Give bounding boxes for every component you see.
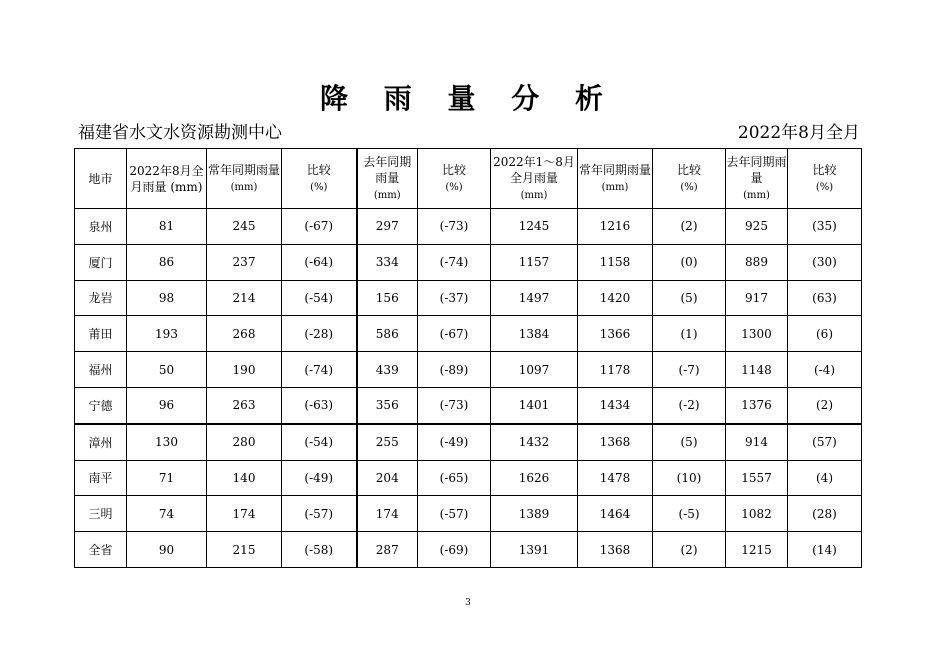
header-normal-cum: 常年同期雨量 (mm) [578,149,653,209]
cell-jan-aug-rain: 1245 [491,209,578,245]
cell-ratio-1: (-74) [282,352,357,388]
rainfall-table [74,148,862,568]
cell-ratio-3: (5) [653,280,726,316]
cell-city: 厦门 [75,244,127,280]
cell-last-year-cum: 1376 [726,387,788,423]
cell-ratio-3: (2) [653,209,726,245]
cell-ratio-1: (-58) [282,532,357,568]
report-period: 2022年8月全月 [737,123,860,143]
table-row [75,352,862,388]
cell-normal-cum: 1368 [578,424,653,460]
cell-aug-rain: 50 [127,352,207,388]
cell-normal-cum: 1434 [578,387,653,423]
cell-ratio-3: (-2) [653,387,726,423]
table-row [75,316,862,352]
table-row [75,460,862,496]
cell-jan-aug-rain: 1384 [491,316,578,352]
table-row [75,280,862,316]
cell-city: 三明 [75,496,127,532]
cell-normal-cum: 1178 [578,352,653,388]
cell-last-year-cum: 1082 [726,496,788,532]
cell-last-year-cum: 914 [726,424,788,460]
cell-ratio-4: (30) [788,244,862,280]
cell-ratio-3: (2) [653,532,726,568]
table-row [75,496,862,532]
organization-name: 福建省水文水资源勘测中心 [78,123,282,143]
header-last-year-same: 去年同期雨量 (mm) [357,149,418,209]
cell-last-year-cum: 1300 [726,316,788,352]
page-number: 3 [465,598,471,608]
table-row [75,424,862,460]
cell-last-year-same: 297 [357,209,418,245]
cell-ratio-4: (14) [788,532,862,568]
table-row [75,244,862,280]
header-ratio-2: 比较 (%) [418,149,491,209]
cell-last-year-same: 439 [357,352,418,388]
cell-ratio-4: (28) [788,496,862,532]
cell-ratio-2: (-37) [418,280,491,316]
cell-normal-cum: 1464 [578,496,653,532]
cell-aug-rain: 71 [127,460,207,496]
cell-last-year-cum: 925 [726,209,788,245]
cell-aug-rain: 96 [127,387,207,423]
cell-ratio-2: (-49) [418,424,491,460]
cell-last-year-cum: 1215 [726,532,788,568]
cell-normal-cum: 1158 [578,244,653,280]
header-ratio-4: 比较 (%) [788,149,862,209]
cell-ratio-3: (-5) [653,496,726,532]
cell-ratio-4: (4) [788,460,862,496]
cell-ratio-1: (-28) [282,316,357,352]
cell-jan-aug-rain: 1626 [491,460,578,496]
cell-last-year-same: 255 [357,424,418,460]
cell-ratio-2: (-73) [418,387,491,423]
cell-city: 龙岩 [75,280,127,316]
cell-normal-same: 174 [207,496,282,532]
cell-jan-aug-rain: 1391 [491,532,578,568]
cell-aug-rain: 130 [127,424,207,460]
cell-normal-cum: 1366 [578,316,653,352]
cell-ratio-2: (-69) [418,532,491,568]
cell-last-year-cum: 889 [726,244,788,280]
cell-ratio-1: (-54) [282,280,357,316]
cell-aug-rain: 193 [127,316,207,352]
cell-ratio-3: (10) [653,460,726,496]
header-ratio-3: 比较 (%) [653,149,726,209]
cell-ratio-2: (-74) [418,244,491,280]
cell-aug-rain: 74 [127,496,207,532]
cell-ratio-1: (-63) [282,387,357,423]
cell-ratio-4: (35) [788,209,862,245]
cell-normal-same: 190 [207,352,282,388]
cell-ratio-2: (-73) [418,209,491,245]
cell-normal-cum: 1368 [578,532,653,568]
cell-jan-aug-rain: 1157 [491,244,578,280]
cell-ratio-2: (-57) [418,496,491,532]
header-normal-same: 常年同期雨量 (mm) [207,149,282,209]
table-row [75,387,862,423]
cell-ratio-3: (5) [653,424,726,460]
cell-jan-aug-rain: 1497 [491,280,578,316]
cell-normal-same: 214 [207,280,282,316]
cell-normal-cum: 1478 [578,460,653,496]
header-aug-rain: 2022年8月全月雨量 (mm) [127,149,207,209]
cell-ratio-3: (1) [653,316,726,352]
cell-last-year-same: 586 [357,316,418,352]
cell-aug-rain: 86 [127,244,207,280]
cell-normal-cum: 1216 [578,209,653,245]
cell-aug-rain: 98 [127,280,207,316]
cell-jan-aug-rain: 1097 [491,352,578,388]
cell-aug-rain: 90 [127,532,207,568]
cell-last-year-same: 204 [357,460,418,496]
cell-normal-same: 280 [207,424,282,460]
cell-ratio-4: (63) [788,280,862,316]
page-title: 降 雨 量 分 析 [320,82,616,115]
cell-last-year-cum: 917 [726,280,788,316]
cell-ratio-2: (-65) [418,460,491,496]
table-row [75,532,862,568]
cell-ratio-4: (57) [788,424,862,460]
cell-ratio-1: (-67) [282,209,357,245]
cell-ratio-1: (-57) [282,496,357,532]
cell-normal-same: 215 [207,532,282,568]
cell-last-year-same: 174 [357,496,418,532]
cell-ratio-2: (-67) [418,316,491,352]
cell-normal-same: 237 [207,244,282,280]
cell-city: 泉州 [75,209,127,245]
header-jan-aug-rain: 2022年1～8月全月雨量 (mm) [491,149,578,209]
cell-ratio-1: (-54) [282,424,357,460]
cell-normal-same: 140 [207,460,282,496]
cell-last-year-same: 287 [357,532,418,568]
cell-normal-cum: 1420 [578,280,653,316]
cell-last-year-same: 156 [357,280,418,316]
cell-ratio-3: (-7) [653,352,726,388]
cell-normal-same: 263 [207,387,282,423]
cell-city: 漳州 [75,424,127,460]
cell-aug-rain: 81 [127,209,207,245]
cell-last-year-same: 356 [357,387,418,423]
header-city: 地市 [75,149,127,209]
cell-jan-aug-rain: 1389 [491,496,578,532]
cell-jan-aug-rain: 1401 [491,387,578,423]
cell-ratio-4: (2) [788,387,862,423]
cell-city: 南平 [75,460,127,496]
cell-normal-same: 268 [207,316,282,352]
cell-jan-aug-rain: 1432 [491,424,578,460]
header-ratio-1: 比较 (%) [282,149,357,209]
table-row [75,209,862,245]
header-last-year-cum: 去年同期雨量 (mm) [726,149,788,209]
cell-last-year-cum: 1148 [726,352,788,388]
cell-city: 莆田 [75,316,127,352]
cell-ratio-4: (6) [788,316,862,352]
cell-ratio-1: (-64) [282,244,357,280]
cell-ratio-4: (-4) [788,352,862,388]
cell-ratio-1: (-49) [282,460,357,496]
cell-city: 宁德 [75,387,127,423]
table-header-row [75,149,862,209]
cell-last-year-cum: 1557 [726,460,788,496]
cell-ratio-3: (0) [653,244,726,280]
cell-last-year-same: 334 [357,244,418,280]
cell-city: 全省 [75,532,127,568]
cell-ratio-2: (-89) [418,352,491,388]
cell-city: 福州 [75,352,127,388]
cell-normal-same: 245 [207,209,282,245]
